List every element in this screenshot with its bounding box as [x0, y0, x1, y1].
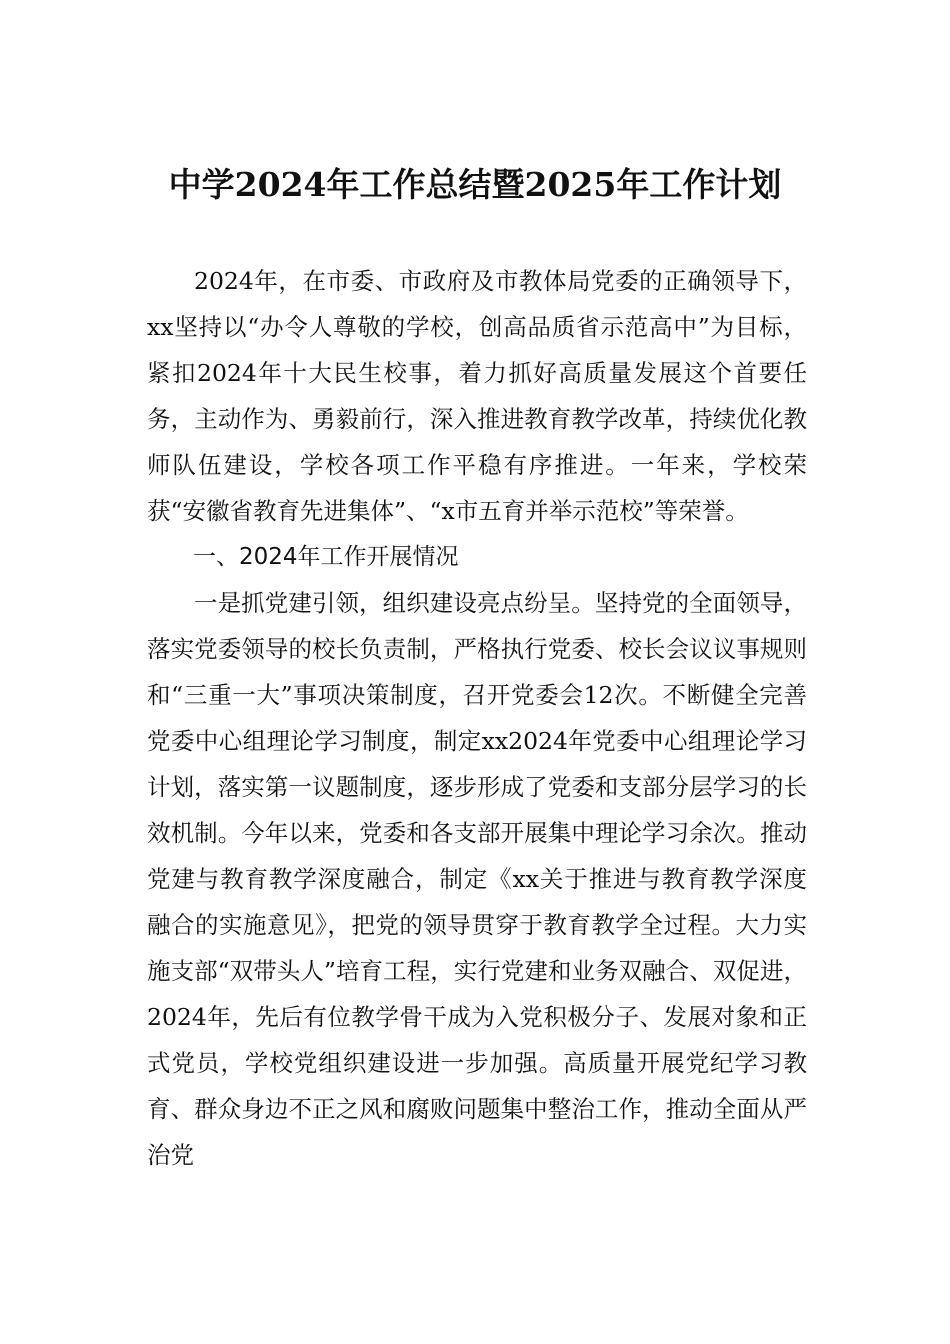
section-heading-1: 一、2024年工作开展情况 — [193, 544, 459, 570]
document-title: 中学2024年工作总结暨2025年工作计划 — [168, 165, 782, 204]
intro-paragraph: 2024年，在市委、市政府及市教体局党委的正确领导下，xx坚持以“办令人尊敬的学校，创高品质省示范高中”为目标，紧扣2024年十大民生校事，着力抓好高质量发展这个首要任务，主动作为、勇毅前行，深入推进教育教学改革，持续优化教师队伍建设，学校各项工作平稳有序推进。一年来，学校荣获“安徽省教育先进集体”、“x市五育并举示范校”等荣誉。 — [147, 267, 807, 525]
document-body — [147, 258, 807, 1178]
section1-paragraph-1: 一是抓党建引领，组织建设亮点纷呈。坚持党的全面领导，落实党委领导的校长负责制，严格执行党委、校长会议议事规则和“三重一大”事项决策制度，召开党委会12次。不断健全完善党委中心组理论学习制度，制定xx2024年党委中心组理论学习计划，落实第一议题制度，逐步形成了党委和支部分层学习的长效机制。今年以来，党委和各支部开展集中理论学习余次。推动党建与教育教学深度融合，制定《xx关于推进与教育教学深度融合的实施意见》，把党的领导贯穿于教育教学全过程。大力实施支部“双带头人”培育工程，实行党建和业务双融合、双促进，2024年，先后有位教学骨干成为入党积极分子、发展对象和正式党员，学校党组织建设进一步加强。高质量开展党纪学习教育、群众身边不正之风和腐败问题集中整治工作，推动全面从严治党 — [147, 589, 807, 1169]
